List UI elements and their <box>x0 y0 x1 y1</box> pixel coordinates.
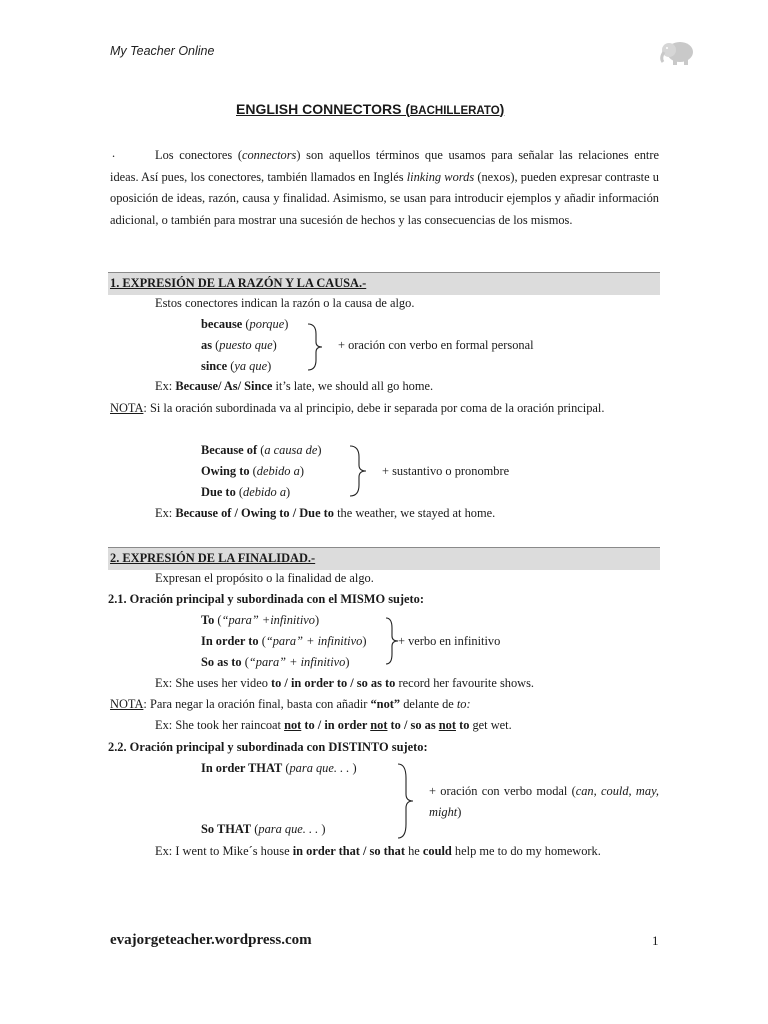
example-sentence: Ex: She took her raincoat not to / in order not to / so as not to get wet. <box>155 718 512 732</box>
connector-item: So THAT (para que. . . ) <box>201 822 326 836</box>
section-1-heading: 1. EXPRESIÓN DE LA RAZÓN Y LA CAUSA.- <box>108 272 660 295</box>
connector-item: since (ya que) <box>201 359 272 373</box>
connector-item: Because of (a causa de) <box>201 443 322 457</box>
connector-rule: + verbo en infinitivo <box>398 634 501 648</box>
example-sentence: Ex: I went to Mike´s house in order that / so that he could help me to do my homework. <box>155 844 601 858</box>
connector-rule: + sustantivo o pronombre <box>382 464 510 478</box>
section-1-description: Estos conectores indican la razón o la causa de algo. <box>155 296 415 310</box>
connector-item: In order THAT (para que. . . ) <box>201 761 357 775</box>
footer-website: evajorgeteacher.wordpress.com <box>110 932 312 948</box>
brace-icon <box>396 762 416 840</box>
connector-item: Due to (debido a) <box>201 485 291 499</box>
intro-paragraph: Los conectores (connectors) son aquellos términos que usamos para señalar las relaciones entre ideas. Así pues, los conectores, también llamados en Inglés linking words (nexos), pueden expresar contraste u oposición de ideas, razón, causa y finalidad. Asimismo, se usan para introducir ejemplos y añadir información adicional, o también para mostrar una sucesión de hechos y las consecuencias de los mismos. <box>110 148 660 227</box>
connector-item: To (“para” +infinitivo) <box>201 613 320 627</box>
page-title: ENGLISH CONNECTORS (BACHILLERATO) <box>236 101 505 117</box>
brace-icon <box>348 444 370 498</box>
example-sentence: Ex: She uses her video to / in order to / so as to record her favourite shows. <box>155 676 535 690</box>
connector-rule: + oración con verbo en formal personal <box>338 338 534 352</box>
example-sentence: Ex: Because of / Owing to / Due to the weather, we stayed at home. <box>155 506 496 520</box>
subheading: 2.2. Oración principal y subordinada con DISTINTO sujeto: <box>108 740 428 754</box>
connector-item: as (puesto que) <box>201 338 277 352</box>
subheading: 2.1. Oración principal y subordinada con el MISMO sujeto: <box>108 592 424 606</box>
brace-icon <box>306 322 326 372</box>
connector-item: In order to (“para” + infinitivo) <box>201 634 367 648</box>
connector-rule: + oración con verbo modal (can, could, may, might) <box>429 784 659 819</box>
header-site-name: My Teacher Online <box>110 44 215 58</box>
section-2-description: Expresan el propósito o la finalidad de algo. <box>155 571 374 585</box>
intro-bullet: . <box>112 146 116 160</box>
note: NOTA: Para negar la oración final, basta con añadir “not” delante de to: <box>110 697 471 711</box>
page-number: 1 <box>652 933 659 948</box>
section-2-heading: 2. EXPRESIÓN DE LA FINALIDAD.- <box>108 547 660 570</box>
elephant-icon <box>658 40 696 66</box>
connector-item: Owing to (debido a) <box>201 464 304 478</box>
note: NOTA: Si la oración subordinada va al principio, debe ir separada por coma de la oración principal. <box>110 401 605 415</box>
example-sentence: Ex: Because/ As/ Since it’s late, we should all go home. <box>155 379 434 393</box>
connector-item: So as to (“para” + infinitivo) <box>201 655 350 669</box>
connector-item: because (porque) <box>201 317 289 331</box>
